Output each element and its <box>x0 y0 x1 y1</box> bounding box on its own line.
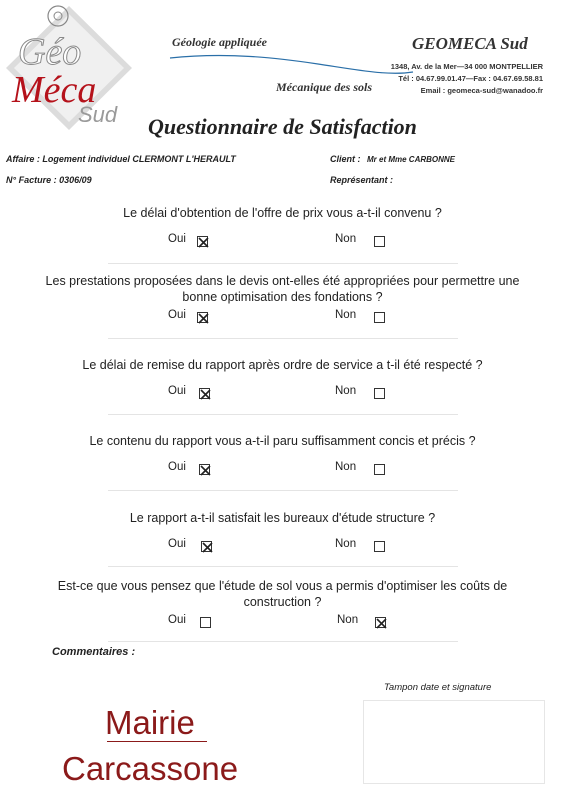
oui-checkbox[interactable] <box>200 617 211 628</box>
non-checkbox[interactable] <box>374 541 385 552</box>
client-label: Client : <box>330 154 361 164</box>
question-3-text: Le délai de remise du rapport après ordre de service a t-il été respecté ? <box>82 358 483 372</box>
non-label: Non <box>335 385 357 397</box>
question-6-text: Est-ce que vous pensez que l'étude de sol vous a permis d'optimiser les coûts de construction ? <box>57 579 508 609</box>
stamp-underline <box>107 741 207 742</box>
comments-label: Commentaires : <box>52 646 136 658</box>
oui-checkbox[interactable] <box>201 541 212 552</box>
question-4-answers <box>0 461 565 481</box>
divider <box>108 263 458 264</box>
header-wave-decoration <box>168 50 418 80</box>
stamp-carcassone: Carcassone <box>62 750 239 787</box>
company-name: GEOMECA Sud <box>412 34 528 53</box>
logo-text-sud: Sud <box>78 102 118 127</box>
oui-checkbox[interactable] <box>199 464 210 475</box>
oui-label: Oui <box>168 538 186 550</box>
company-address: 1348, Av. de la Mer—34 000 MONTPELLIER <box>390 62 543 71</box>
representative-field: Représentant : <box>330 175 394 185</box>
stamp-mairie: Mairie <box>105 704 195 741</box>
oui-label: Oui <box>168 309 186 321</box>
invoice-number: N° Facture : 0306/09 <box>6 175 92 185</box>
tagline-soil-mechanics: Mécanique des sols <box>276 80 372 94</box>
oui-label: Oui <box>168 461 186 473</box>
company-email: Email : geomeca-sud@wanadoo.fr <box>420 86 543 95</box>
non-checkbox[interactable] <box>375 617 386 628</box>
divider <box>108 338 458 339</box>
non-checkbox[interactable] <box>374 464 385 475</box>
oui-label: Oui <box>168 614 186 626</box>
divider <box>108 641 458 642</box>
question-2-text: Les prestations proposées dans le devis ont-elles été appropriées pour permettre une bonne optimisation des fondations ? <box>45 274 520 304</box>
company-logo <box>4 4 134 132</box>
tagline-geology: Géologie appliquée <box>172 35 267 49</box>
question-2-answers <box>0 309 565 329</box>
affaire-field: Affaire : Logement individuel CLERMONT L'HERAULT <box>6 154 236 164</box>
non-checkbox[interactable] <box>374 388 385 399</box>
stamp-label: Tampon date et signature <box>384 682 492 693</box>
logo-text-geo: Géo <box>18 31 82 73</box>
oui-label: Oui <box>168 233 186 245</box>
stamp-signature-box[interactable] <box>363 700 545 784</box>
non-label: Non <box>335 461 357 473</box>
question-1-text: Le délai d'obtention de l'offre de prix vous a-t-il convenu ? <box>123 206 442 220</box>
divider <box>108 490 458 491</box>
oui-checkbox[interactable] <box>199 388 210 399</box>
question-5-text: Le rapport a-t-il satisfait les bureaux d'étude structure ? <box>129 511 436 525</box>
non-label: Non <box>335 233 357 245</box>
non-label: Non <box>335 309 357 321</box>
non-label: Non <box>337 614 359 626</box>
client-value: Mr et Mme CARBONNE <box>367 155 456 164</box>
divider <box>108 566 458 567</box>
company-phone-fax: Tél : 04.67.99.01.47—Fax : 04.67.69.58.81 <box>398 74 543 83</box>
question-6-answers <box>0 614 565 634</box>
oui-checkbox[interactable] <box>197 236 208 247</box>
non-checkbox[interactable] <box>374 312 385 323</box>
divider <box>108 414 458 415</box>
page-title: Questionnaire de Satisfaction <box>148 114 417 139</box>
oui-label: Oui <box>168 385 186 397</box>
question-5-answers <box>0 538 565 558</box>
non-label: Non <box>335 538 357 550</box>
logo-text-meca: Méca <box>12 69 97 111</box>
question-3-answers <box>0 385 565 405</box>
question-4-text: Le contenu du rapport vous a-t-il paru suffisamment concis et précis ? <box>89 434 476 448</box>
non-checkbox[interactable] <box>374 236 385 247</box>
question-1-answers <box>0 233 565 253</box>
oui-checkbox[interactable] <box>197 312 208 323</box>
